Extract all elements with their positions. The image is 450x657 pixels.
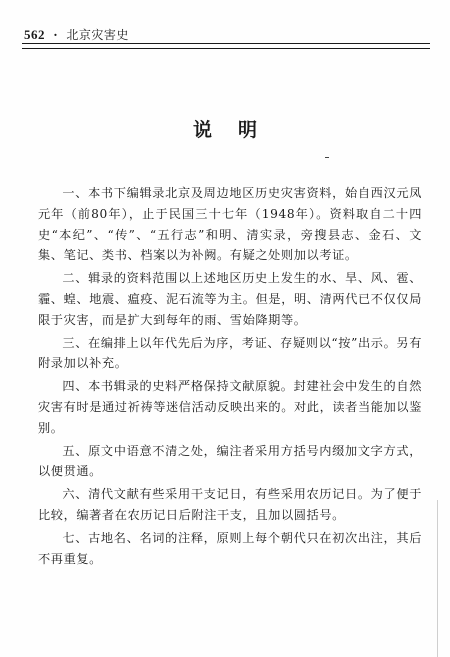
paragraph-6: 六、清代文献有些采用干支记日，有些采用农历记日。为了便于比较，编著者在农历记日后附注干支，且加以圆括号。 — [38, 487, 422, 522]
running-header — [24, 26, 129, 43]
body-text — [38, 183, 422, 571]
header-rule-thin — [22, 48, 430, 49]
paragraph-4: 四、本书辑录的史料严格保持文献原貌。封建社会中发生的自然灾害有时是通过祈祷等迷信活动反映出来的。对此，读者当能加以鉴别。 — [38, 379, 422, 435]
page-number: 562 — [24, 27, 45, 42]
paragraph-1: 一、本书下编辑录北京及周边地区历史灾害资料，始自西汉元凤元年（前80年），止于民国三十七年（1948年）。资料取自二十四史“本纪”、“传”、“五行志”和明、清实录，旁搜县志、金石、文集、笔记、类书、档案以为补阙。有疑之处则加以考证。 — [38, 186, 422, 263]
section-title: 说明 — [192, 119, 283, 141]
paragraph-2: 二、辑录的资料范围以上述地区历史上发生的水、旱、风、雹、霾、蝗、地震、瘟疫、泥石流等为主。但是，明、清两代已不仅仅局限于灾害，而是扩大到每年的雨、雪始降期等。 — [38, 271, 422, 327]
header-rule-thick — [22, 43, 430, 44]
header-separator: · — [53, 28, 59, 42]
paragraph-3: 三、在编排上以年代先后为序，考证、存疑则以“按”出示。另有附录加以补充。 — [38, 335, 422, 371]
scan-edge-line — [437, 500, 438, 657]
paragraph-7: 七、古地名、名词的注释，原则上每个朝代只在初次出注，其后不再重复。 — [38, 530, 422, 566]
paragraph-5: 五、原文中语意不清之处，编注者采用方括号内缀加文字方式，以便贯通。 — [38, 443, 422, 479]
running-title: 北京灾害史 — [66, 28, 129, 42]
title-mark — [325, 157, 329, 158]
